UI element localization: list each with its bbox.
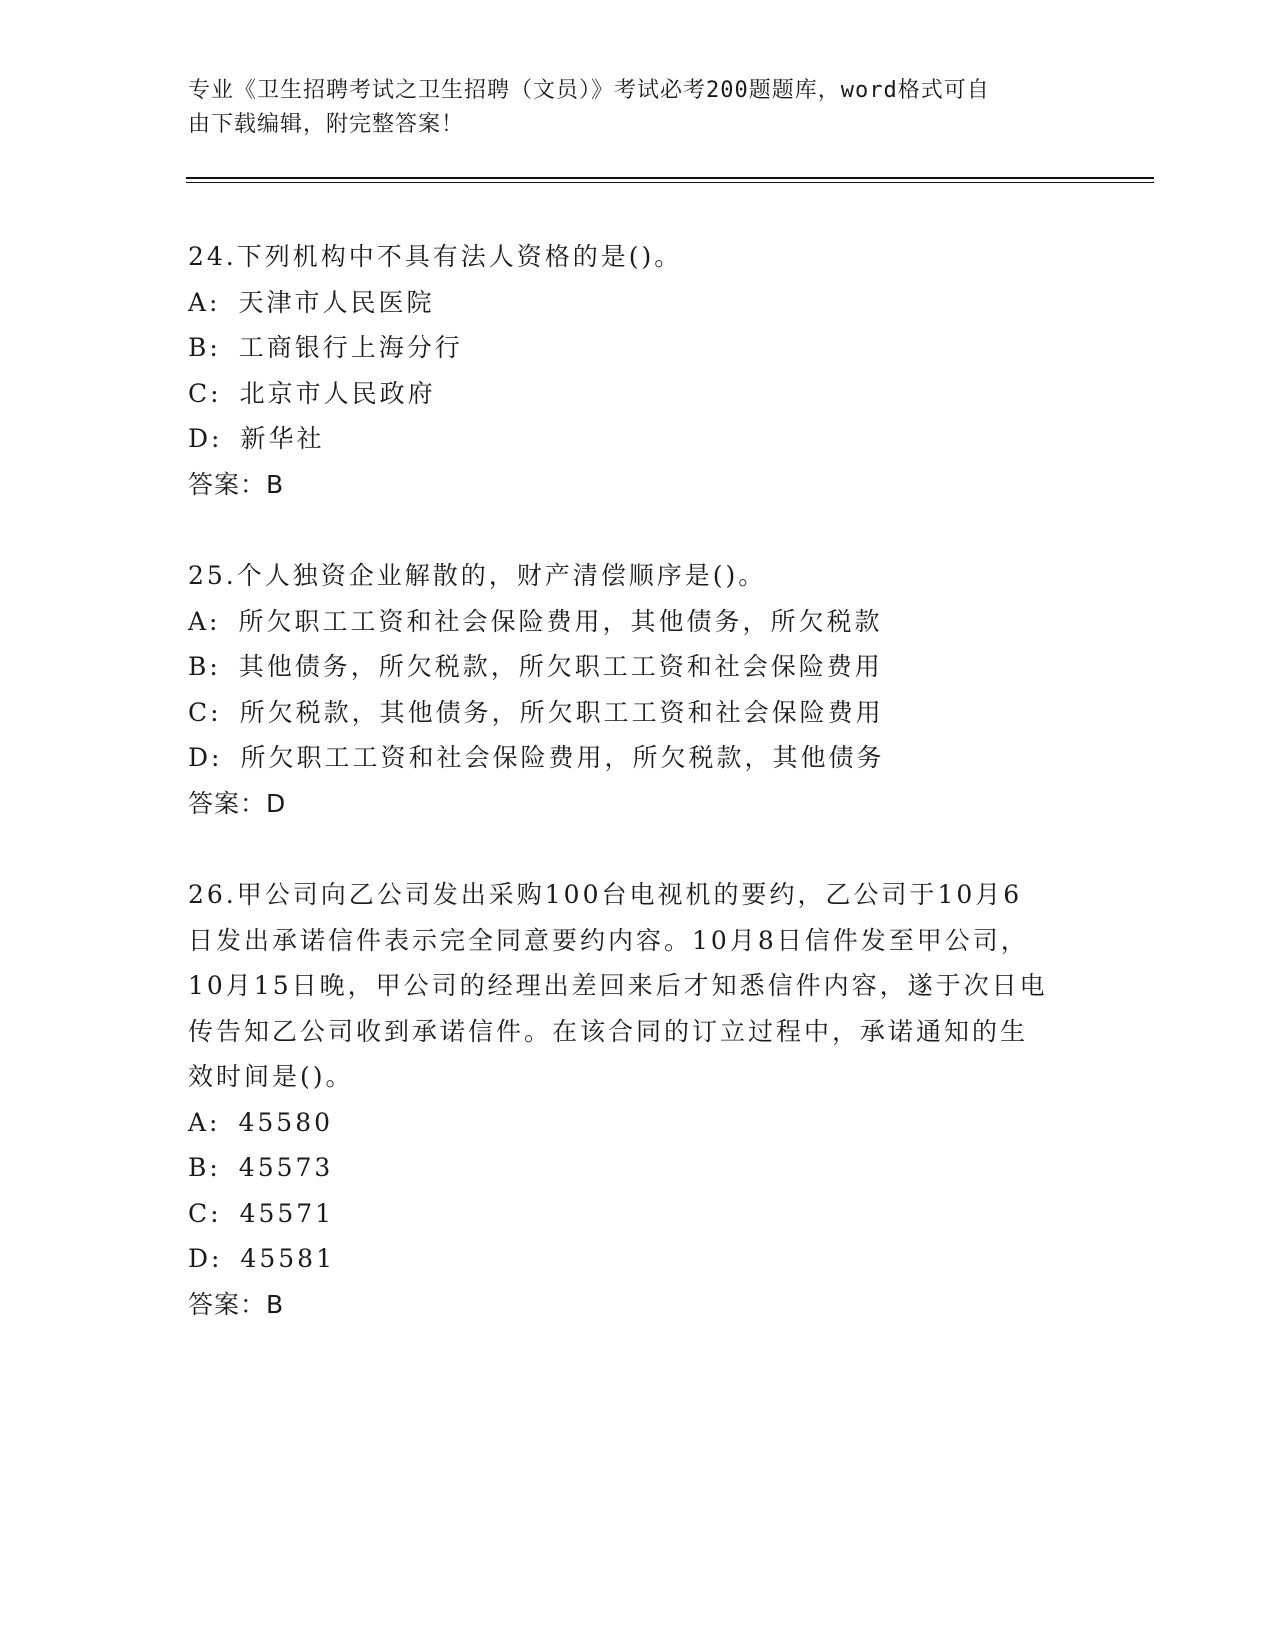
header-line-1: 专业《卫生招聘考试之卫生招聘（文员）》考试必考200题题库，word格式可自 xyxy=(188,78,990,103)
option-d: D: 所欠职工工资和社会保险费用，所欠税款，其他债务 xyxy=(188,743,885,772)
option-b: B: 45573 xyxy=(188,1153,334,1182)
question-stem: 25.个人独资企业解散的，财产清偿顺序是()。 xyxy=(188,561,767,590)
document-header xyxy=(188,74,1088,142)
question-stem-line-1: 26.甲公司向乙公司发出采购100台电视机的要约，乙公司于10月6 xyxy=(188,880,1023,909)
question-26 xyxy=(188,872,1088,1327)
header-line-2: 由下载编辑，附完整答案！ xyxy=(188,112,465,137)
option-c: C: 北京市人民政府 xyxy=(188,378,436,408)
question-stem-line-5: 效时间是()。 xyxy=(188,1062,354,1091)
header-divider-thin xyxy=(186,182,1154,183)
option-d: D: 45581 xyxy=(188,1244,335,1273)
header-divider-thick xyxy=(186,177,1154,179)
option-b: B: 工商银行上海分行 xyxy=(188,333,463,362)
question-25 xyxy=(188,553,1088,826)
answer: 答案：B xyxy=(188,469,285,499)
question-stem-line-3: 10月15日晚，甲公司的经理出差回来后才知悉信件内容，遂于次日电 xyxy=(188,971,1048,1000)
option-c: C: 45571 xyxy=(188,1198,335,1228)
question-stem: 24.下列机构中不具有法人资格的是()。 xyxy=(188,242,683,271)
option-a: A: 所欠职工工资和社会保险费用，其他债务，所欠税款 xyxy=(188,606,883,636)
answer: 答案：B xyxy=(188,1289,285,1319)
option-c: C: 所欠税款，其他债务，所欠职工工资和社会保险费用 xyxy=(188,697,884,727)
question-stem-line-4: 传告知乙公司收到承诺信件。在该合同的订立过程中，承诺通知的生 xyxy=(188,1016,1029,1046)
option-a: A: 45580 xyxy=(188,1107,334,1137)
option-a: A: 天津市人民医院 xyxy=(188,287,435,317)
option-b: B: 其他债务，所欠税款，所欠职工工资和社会保险费用 xyxy=(188,652,883,681)
option-d: D: 新华社 xyxy=(188,424,325,453)
answer: 答案：D xyxy=(188,788,287,818)
question-24 xyxy=(188,234,1088,507)
question-stem-line-2: 日发出承诺信件表示完全同意要约内容。10月8日信件发至甲公司， xyxy=(188,925,1029,955)
